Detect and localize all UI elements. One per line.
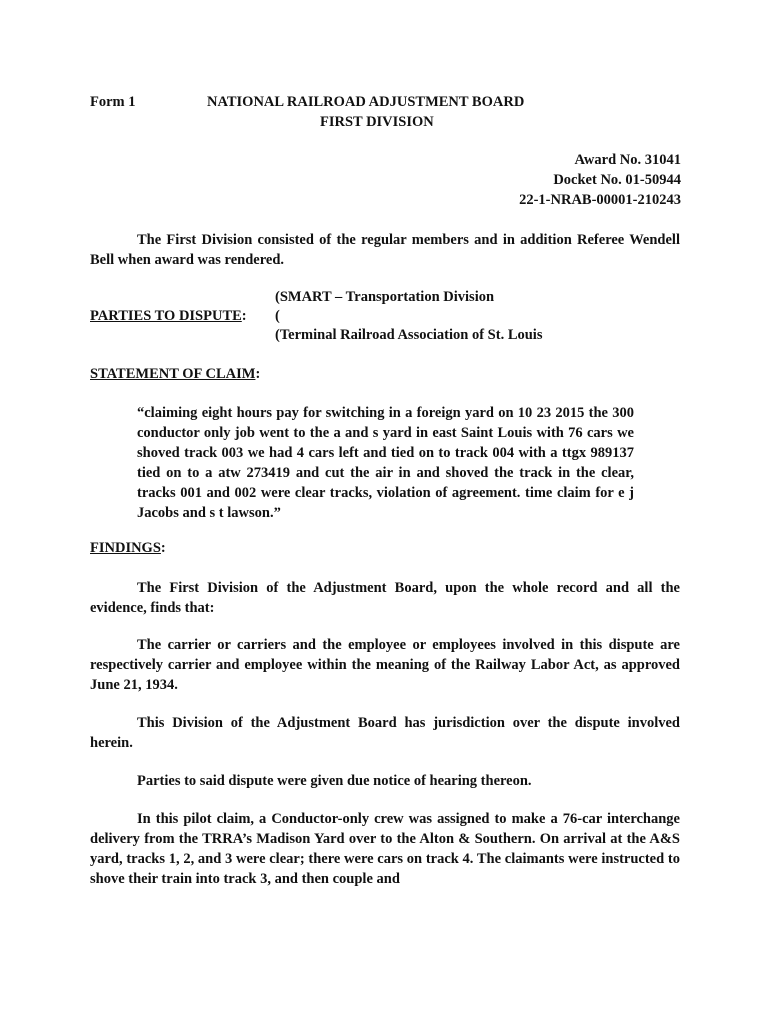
parties-heading-colon: : xyxy=(241,308,247,324)
findings-paragraph-5: In this pilot claim, a Conductor-only crew was assigned to make a 76-car interchange delivery from the TRRA’s Madison Yard over to the Alton & Southern. On arrival at the A&S yard, tracks 1, 2, and 3 were clear; there were cars on track 4. The claimants were instructed to shove their train into track 3, and then couple and xyxy=(90,811,680,887)
party-separator: ( xyxy=(275,308,280,324)
docket-number: Docket No. 01-50944 xyxy=(553,172,681,188)
findings-paragraph-2: The carrier or carriers and the employee or employees involved in this dispute are respectively carrier and employee within the meaning of the Railway Labor Act, as approved June 21, 1934. xyxy=(90,637,680,693)
findings-heading-label: FINDINGS xyxy=(90,540,161,556)
board-title: NATIONAL RAILROAD ADJUSTMENT BOARD xyxy=(207,94,525,110)
findings-paragraph-3: This Division of the Adjustment Board has jurisdiction over the dispute involved herein. xyxy=(90,715,680,751)
findings-heading-colon: : xyxy=(160,540,166,556)
findings-heading xyxy=(90,540,166,557)
form-label: Form 1 xyxy=(90,94,136,110)
intro-paragraph: The First Division consisted of the regular members and in addition Referee Wendell Bell when award was rendered. xyxy=(90,232,680,268)
claim-text: “claiming eight hours pay for switching in a foreign yard on 10 23 2015 the 300 conductor only job went to the a and s yard in east Saint Louis with 76 cars we shoved track 003 we had 4 cars left and tied on to track 004 with a ttgx 989137 tied on to a atw 273419 and cut the air in and shoved the track in the clear, tracks 001 and 002 were clear tracks, violation of agreement. time claim for e j Jacobs and s t lawson.” xyxy=(137,405,634,521)
division-title: FIRST DIVISION xyxy=(320,114,434,130)
parties-heading xyxy=(90,308,247,325)
case-number: 22-1-NRAB-00001-210243 xyxy=(519,192,681,208)
parties-heading-label: PARTIES TO DISPUTE xyxy=(90,308,242,324)
party-trra: (Terminal Railroad Association of St. Louis xyxy=(275,327,543,343)
findings-paragraph-4: Parties to said dispute were given due notice of hearing thereon. xyxy=(137,773,532,789)
claim-heading-label: STATEMENT OF CLAIM xyxy=(90,366,256,382)
award-number: Award No. 31041 xyxy=(574,152,681,168)
claim-heading-colon: : xyxy=(255,366,261,382)
findings-paragraph-1: The First Division of the Adjustment Board, upon the whole record and all the evidence, finds that: xyxy=(90,580,680,616)
party-smart: (SMART – Transportation Division xyxy=(275,289,495,305)
claim-heading xyxy=(90,366,260,383)
